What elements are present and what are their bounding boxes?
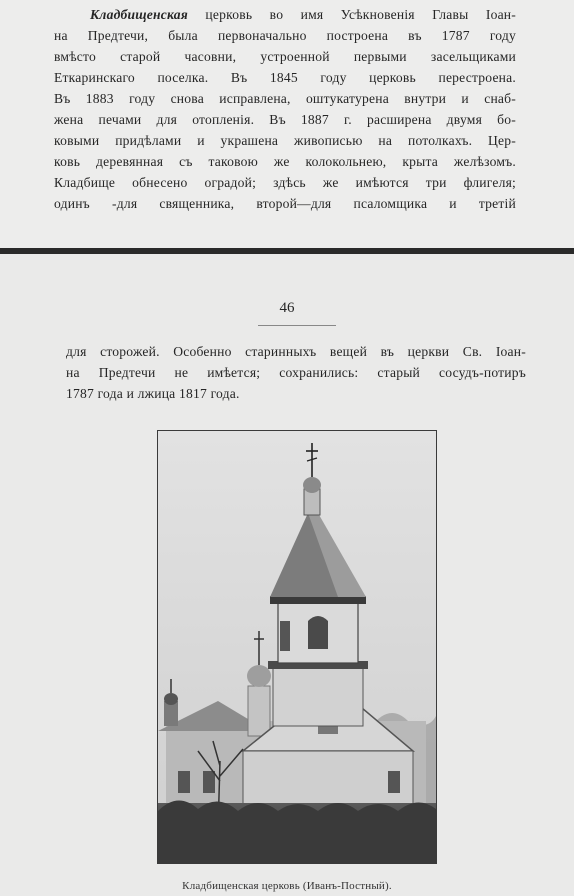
text-line: Кладбище обнесено оградой; здѣсь же имѣются три флигеля; bbox=[54, 175, 516, 190]
text-line: жена печами для отопленія. Въ 1887 г. расширена двумя бо- bbox=[54, 112, 516, 127]
text-line: для сторожей. Особенно старинныхъ вещей въ церкви Св. Іоан- bbox=[66, 344, 526, 359]
text-line: ковь деревянная съ таковою же колокольнею, крыта желѣзомъ. bbox=[54, 154, 516, 169]
text-line bbox=[90, 4, 516, 25]
photo-caption: Кладбищенская церковь (Иванъ-Постный). bbox=[182, 880, 392, 892]
text-line: 1787 года и лжица 1817 года. bbox=[66, 386, 240, 401]
text-line: Въ 1883 году снова исправлена, оштукатурена внутри и снаб- bbox=[54, 91, 516, 106]
page-number-rule bbox=[258, 325, 336, 326]
text-line: на Предтечи, была первоначально построена въ 1787 году bbox=[54, 28, 516, 43]
emphasized-term: Кладбищенская bbox=[90, 7, 188, 22]
text-line: Еткаринскаго поселка. Въ 1845 году церковь перестроена. bbox=[54, 70, 516, 85]
page-number: 46 bbox=[279, 300, 295, 316]
text-line: вмѣсто старой часовни, устроенной первыми засельщиками bbox=[54, 49, 516, 64]
church-photo bbox=[157, 430, 437, 864]
text-line: ковыми придѣлами и украшена живописью на потолкахъ. Цер- bbox=[54, 133, 516, 148]
text-run: церковь во имя Усѣкновенія Главы Іоан- bbox=[187, 7, 516, 22]
church-photo-image bbox=[158, 431, 436, 863]
top-page bbox=[0, 0, 574, 248]
text-line: одинъ -для священника, второй—для псаломщика и третій bbox=[54, 196, 516, 211]
text-line: на Предтечи не имѣется; сохранились: старый сосудъ-потиръ bbox=[66, 365, 526, 380]
